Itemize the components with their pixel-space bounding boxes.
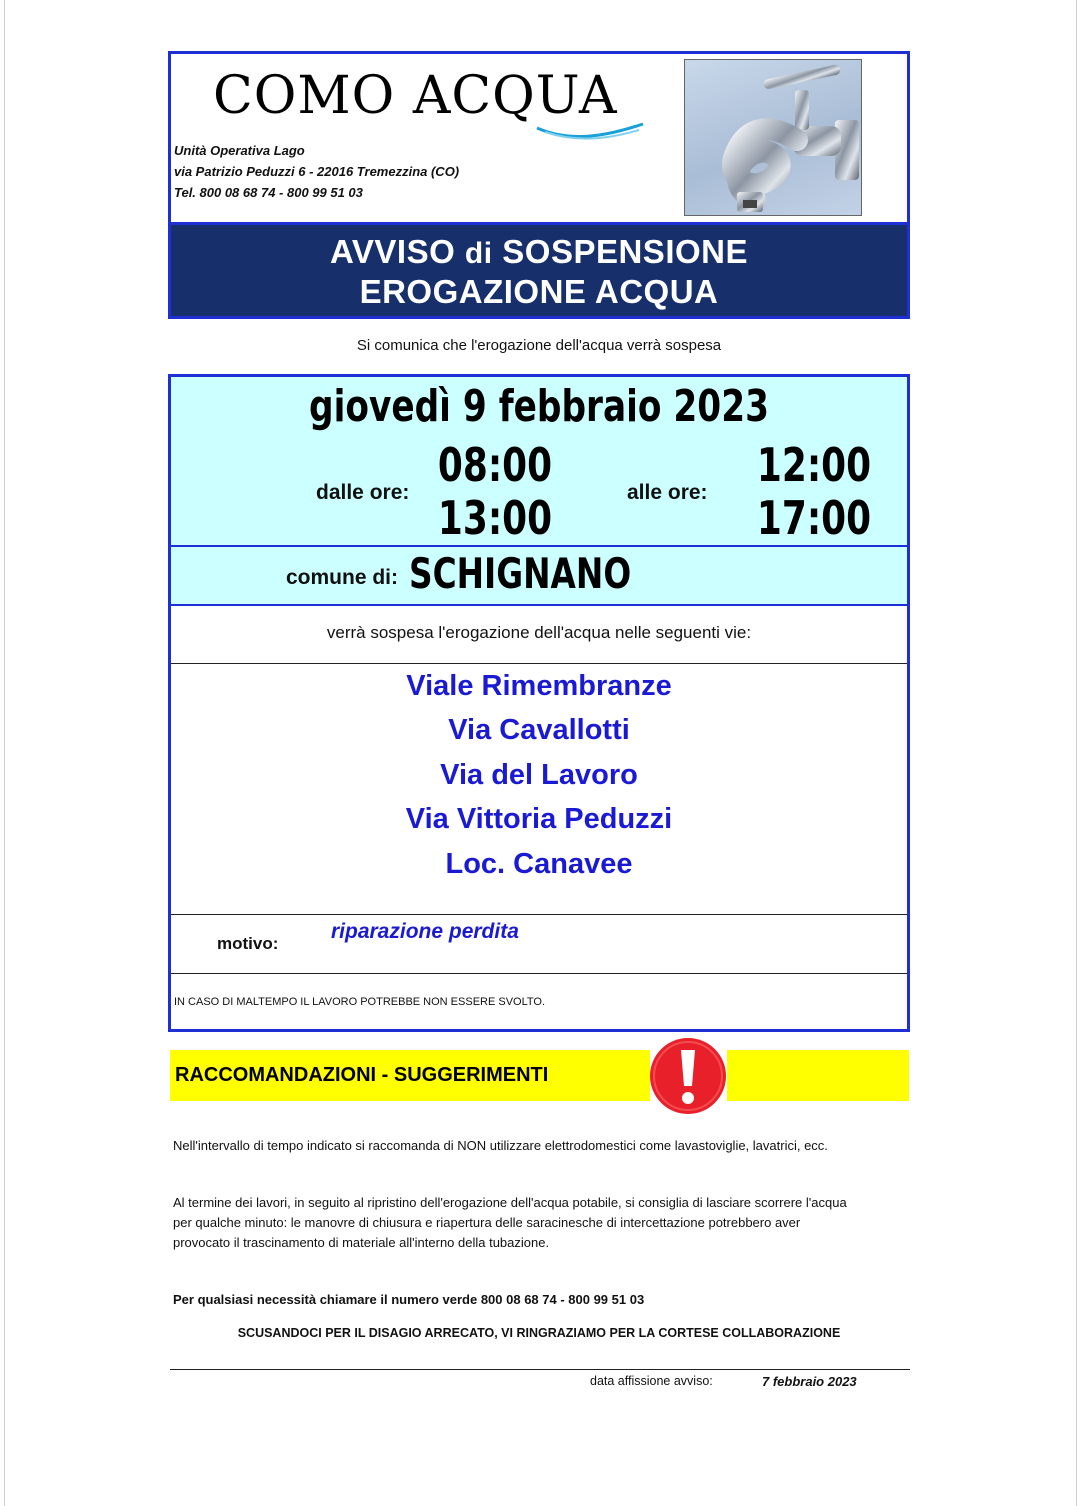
- recommendation-appliances: Nell'intervallo di tempo indicato si raccomanda di NON utilizzare elettrodomestici come lavastoviglie, lavatrici, ecc.: [173, 1138, 828, 1153]
- street-item: Via Vittoria Peduzzi: [405, 803, 673, 835]
- recommendation-flush-line1: Al termine dei lavori, in seguito al ripristino dell'erogazione dell'acqua potabile, si consiglia di lasciare scorrere l'acqua: [173, 1195, 847, 1210]
- divider: [171, 604, 907, 606]
- divider: [171, 973, 907, 974]
- reason-value: riparazione perdita: [331, 920, 519, 943]
- comune-name: SCHIGNANO: [409, 549, 632, 598]
- recommendation-flush-line2: per qualche minuto: le manovre di chiusura e riapertura delle saracinesche di intercettazione potrebbero aver: [173, 1215, 801, 1230]
- notice-title-line2: EROGAZIONE ACQUA: [359, 273, 719, 310]
- phone-numbers: Tel. 800 08 68 74 - 800 99 51 03: [174, 185, 363, 200]
- divider: [171, 663, 907, 664]
- to-time-2: 17:00: [756, 491, 872, 545]
- from-time-2: 13:00: [437, 491, 553, 545]
- street-item: Loc. Canavee: [445, 848, 633, 880]
- notice-title-line1: AVVISO di SOSPENSIONE: [330, 233, 748, 270]
- contact-line: Per qualsiasi necessità chiamare il numero verde 800 08 68 74 - 800 99 51 03: [173, 1292, 645, 1307]
- from-time-1: 08:00: [437, 438, 553, 492]
- address: via Patrizio Peduzzi 6 - 22016 Tremezzina (CO): [174, 164, 460, 179]
- street-item: Viale Rimembranze: [406, 670, 672, 702]
- logo-text: COMO ACQUA: [213, 66, 618, 126]
- notice-box: [168, 374, 910, 1032]
- posting-date: 7 febbraio 2023: [762, 1374, 857, 1389]
- thanks-line: SCUSANDOCI PER IL DISAGIO ARRECATO, VI RINGRAZIAMO PER LA CORTESE COLLABORAZIONE: [237, 1326, 841, 1340]
- recommendation-flush-line3: provocato il trascinamento di materiale all'interno della tubazione.: [173, 1235, 550, 1250]
- recommendations-title: RACCOMANDAZIONI - SUGGERIMENTI: [175, 1064, 549, 1086]
- comune-label: comune di:: [286, 566, 399, 589]
- weather-note: IN CASO DI MALTEMPO IL LAVORO POTREBBE NON ESSERE SVOLTO.: [174, 996, 546, 1008]
- street-item: Via del Lavoro: [440, 759, 638, 791]
- footer-divider: [170, 1369, 910, 1370]
- faucet-knot-icon: [684, 59, 862, 216]
- to-label: alle ore:: [627, 481, 708, 504]
- logo-wave-icon: [535, 120, 645, 140]
- street-item: Via Cavallotti: [448, 714, 630, 746]
- header-box: [168, 51, 910, 319]
- logo: [213, 66, 673, 141]
- exclamation-icon: [648, 1036, 728, 1116]
- divider: [171, 545, 907, 547]
- recommendations-header-right: [727, 1050, 909, 1101]
- title-bar: [171, 222, 907, 316]
- intro-text: Si comunica che l'erogazione dell'acqua verrà sospesa: [356, 337, 722, 354]
- posting-date-label: data affissione avviso:: [590, 1374, 713, 1388]
- to-time-1: 12:00: [756, 438, 872, 492]
- suspension-date: giovedì 9 febbraio 2023: [309, 381, 769, 432]
- reason-label: motivo:: [217, 934, 279, 953]
- from-label: dalle ore:: [316, 481, 410, 504]
- unit-name: Unità Operativa Lago: [174, 143, 305, 158]
- streets-intro: verrà sospesa l'erogazione dell'acqua nelle seguenti vie:: [326, 623, 752, 642]
- recommendations-header: [170, 1050, 650, 1101]
- divider: [171, 914, 907, 915]
